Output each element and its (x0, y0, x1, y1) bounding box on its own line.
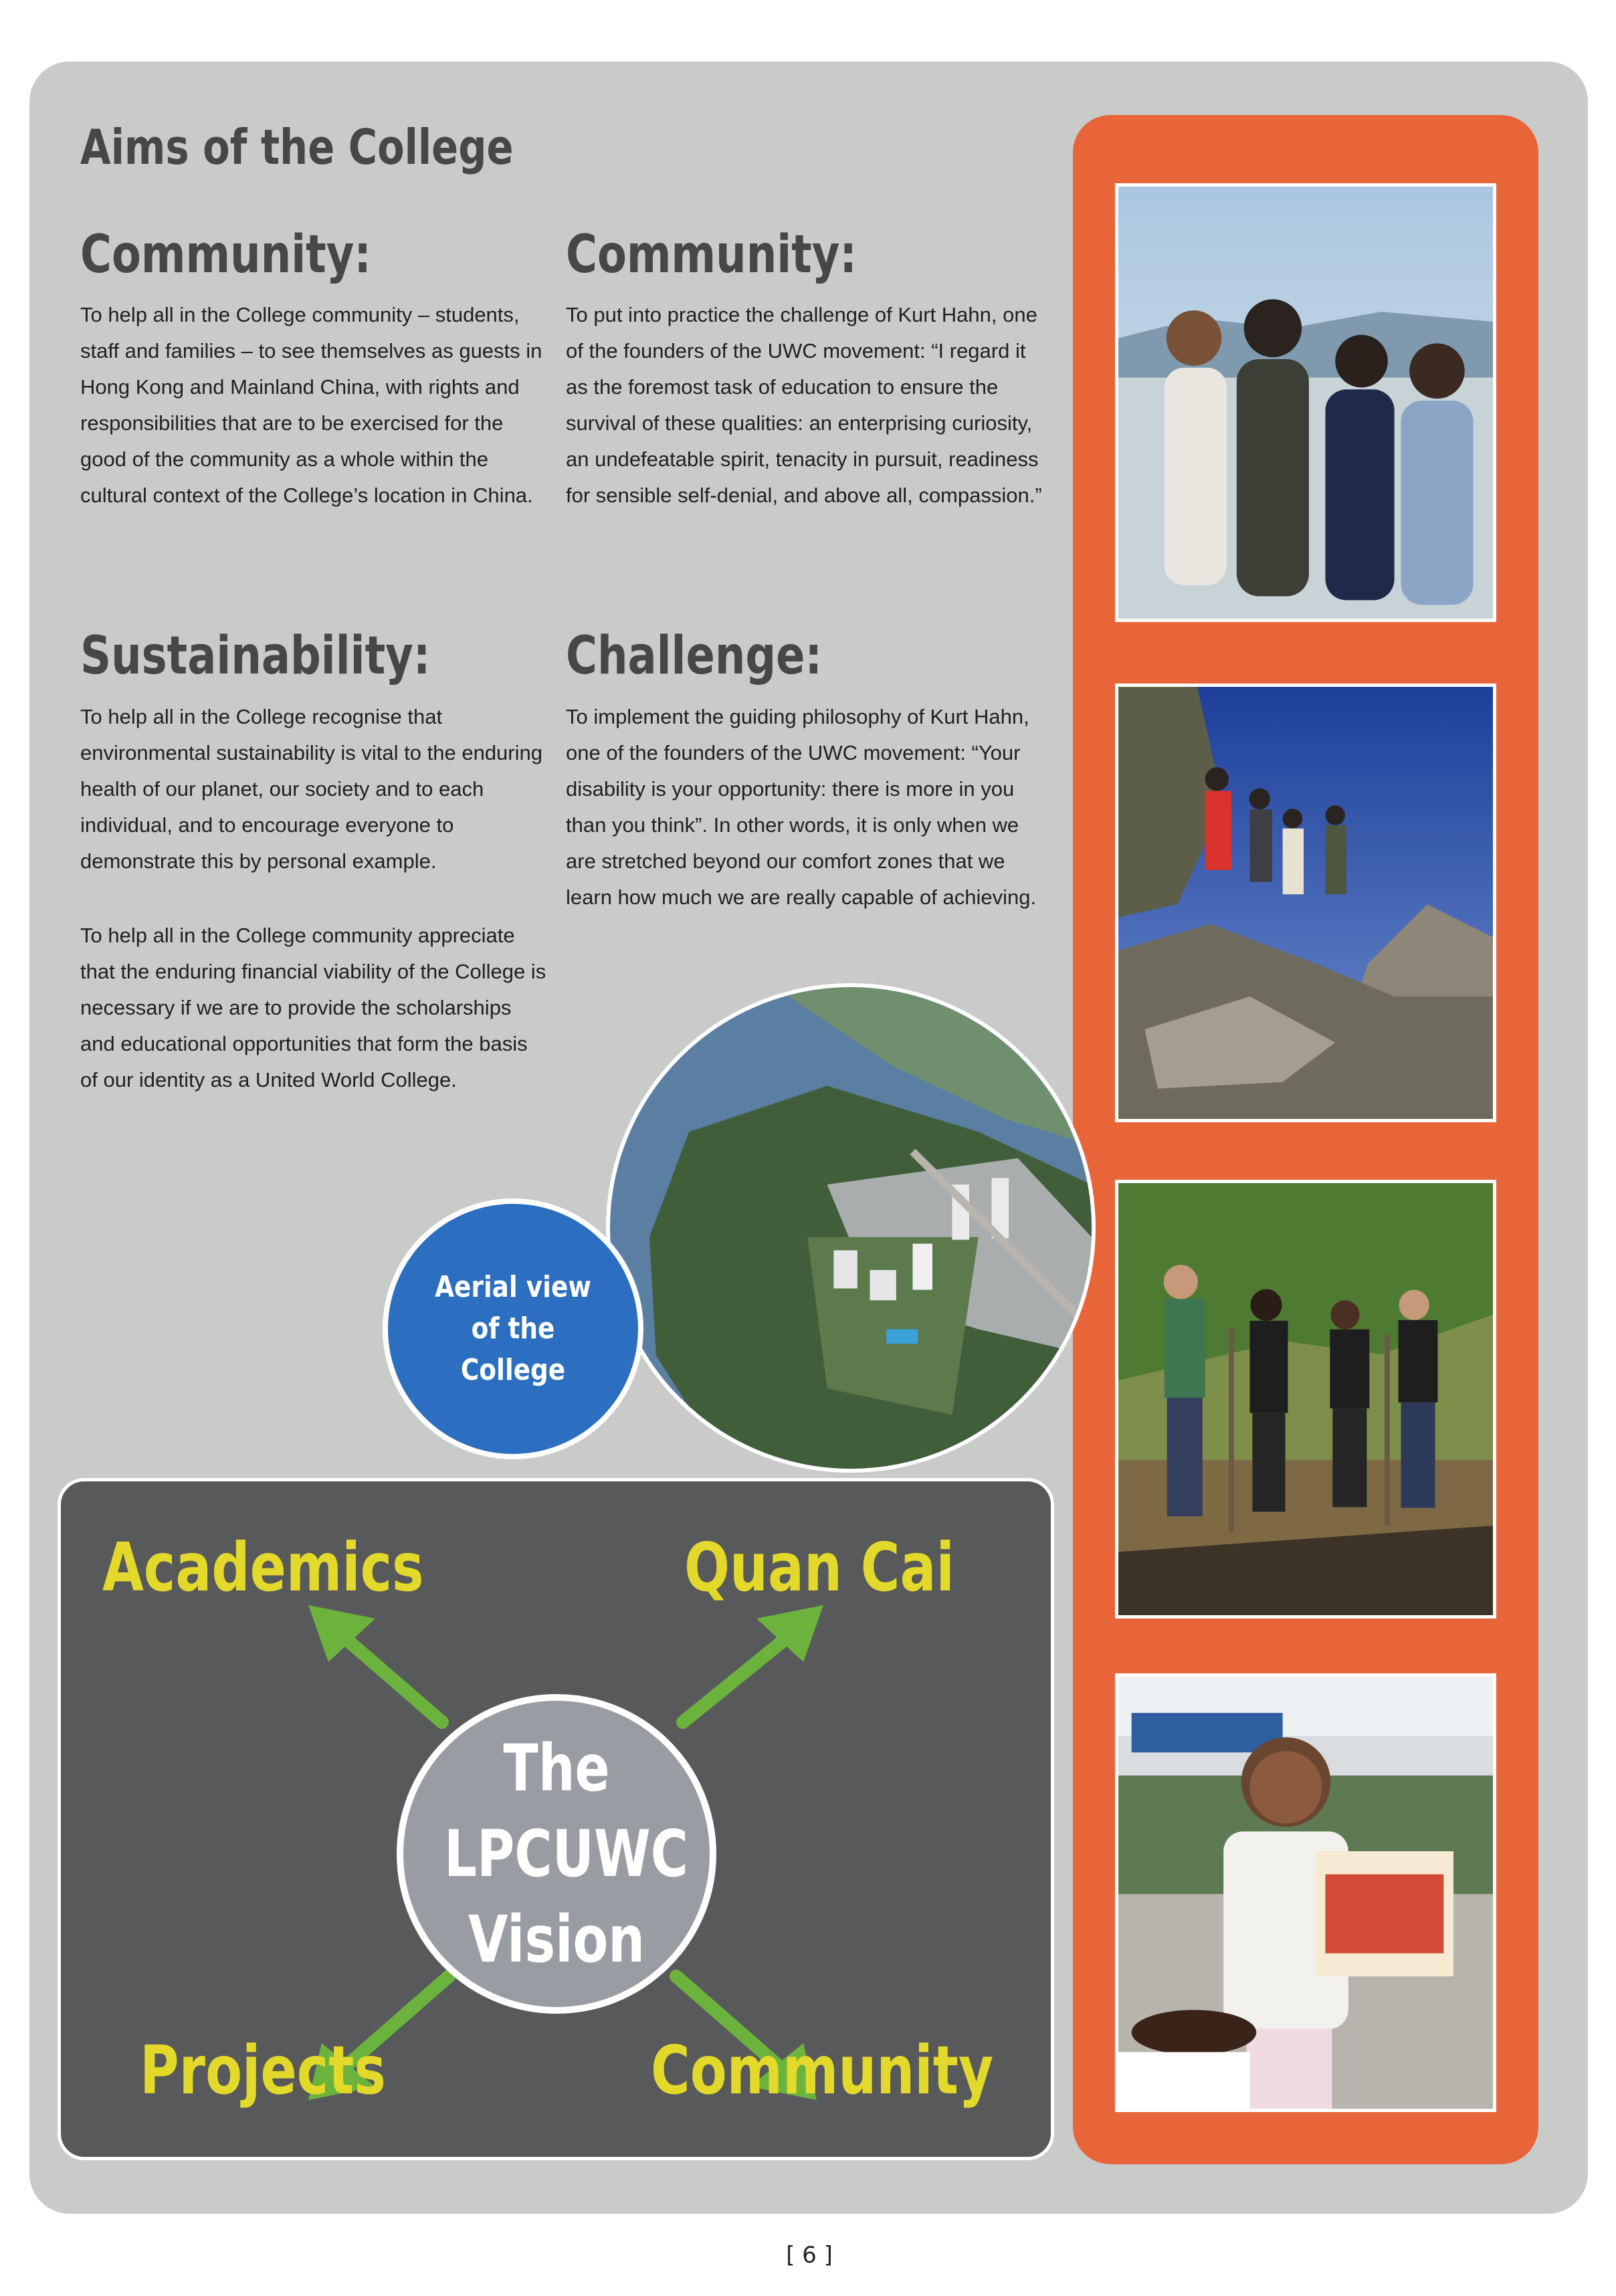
vision-center-circle (397, 1694, 716, 2014)
photo-students-group (1115, 183, 1496, 622)
section-text-sustainability-2: To help all in the College community appreciate that the enduring financial viability of the College is necessary if we are to provide the scholarships and educational opportunities that form the basis of our identity as a United World College. (80, 924, 546, 1091)
section-title-challenge: Challenge: (566, 626, 823, 686)
section-title-community-2: Community: (566, 225, 857, 285)
photo-planting (1115, 1180, 1496, 1619)
vision-label-community: Community (651, 2031, 994, 2109)
section-text-community-2: To put into practice the challenge of Kurt Hahn, one of the founders of the UWC movement: “I regard it as the foremost task of education to ensure the survival of these qualities: an enterprising curiosity, an undefeatable spirit, tenacity in pursuit, readiness for sensible self-denial, and above all, compassion.” (566, 303, 1042, 507)
aerial-photo (606, 983, 1096, 1473)
vision-center-text: The LPCUWC Vision (444, 1731, 689, 1977)
page-title: Aims of the College (80, 119, 514, 175)
photo-hiking (1115, 684, 1496, 1122)
section-text-challenge: To implement the guiding philosophy of Kurt Hahn, one of the founders of the UWC movement: “Your disability is your opportunity: there is more in you than you think”. In other words, it is only when we are stretched beyond our comfort zones that we learn how much we are really capable of achieving. (566, 705, 1037, 909)
vision-diagram (58, 1478, 1054, 2160)
vision-label-projects: Projects (140, 2031, 387, 2109)
section-text-sustainability-1: To help all in the College recognise that environmental sustainability is vital to the enduring health of our planet, our society and to each individual, and to encourage everyone to demonstrate this by personal example. (80, 705, 542, 873)
aerial-caption-badge (383, 1198, 643, 1459)
section-title-community-1: Community: (80, 225, 372, 285)
vision-label-quan-cai: Quan Cai (684, 1528, 954, 1606)
arrow-quan-cai (683, 1635, 790, 1722)
arrow-academics (342, 1635, 442, 1722)
vision-label-academics: Academics (102, 1528, 424, 1606)
page-number: [ 6 ] (786, 2242, 833, 2269)
section-title-sustainability: Sustainability: (80, 626, 431, 686)
section-text-community-1: To help all in the College community – students, staff and families – to see themselves as guests in Hong Kong and Mainland China, with rights and responsibilities that are to be exercised for the good of the community as a whole within the cultural context of the College’s location in China. (80, 303, 542, 507)
aerial-caption: Aerial view of the College (435, 1270, 591, 1387)
photo-student-cake (1115, 1673, 1496, 2112)
